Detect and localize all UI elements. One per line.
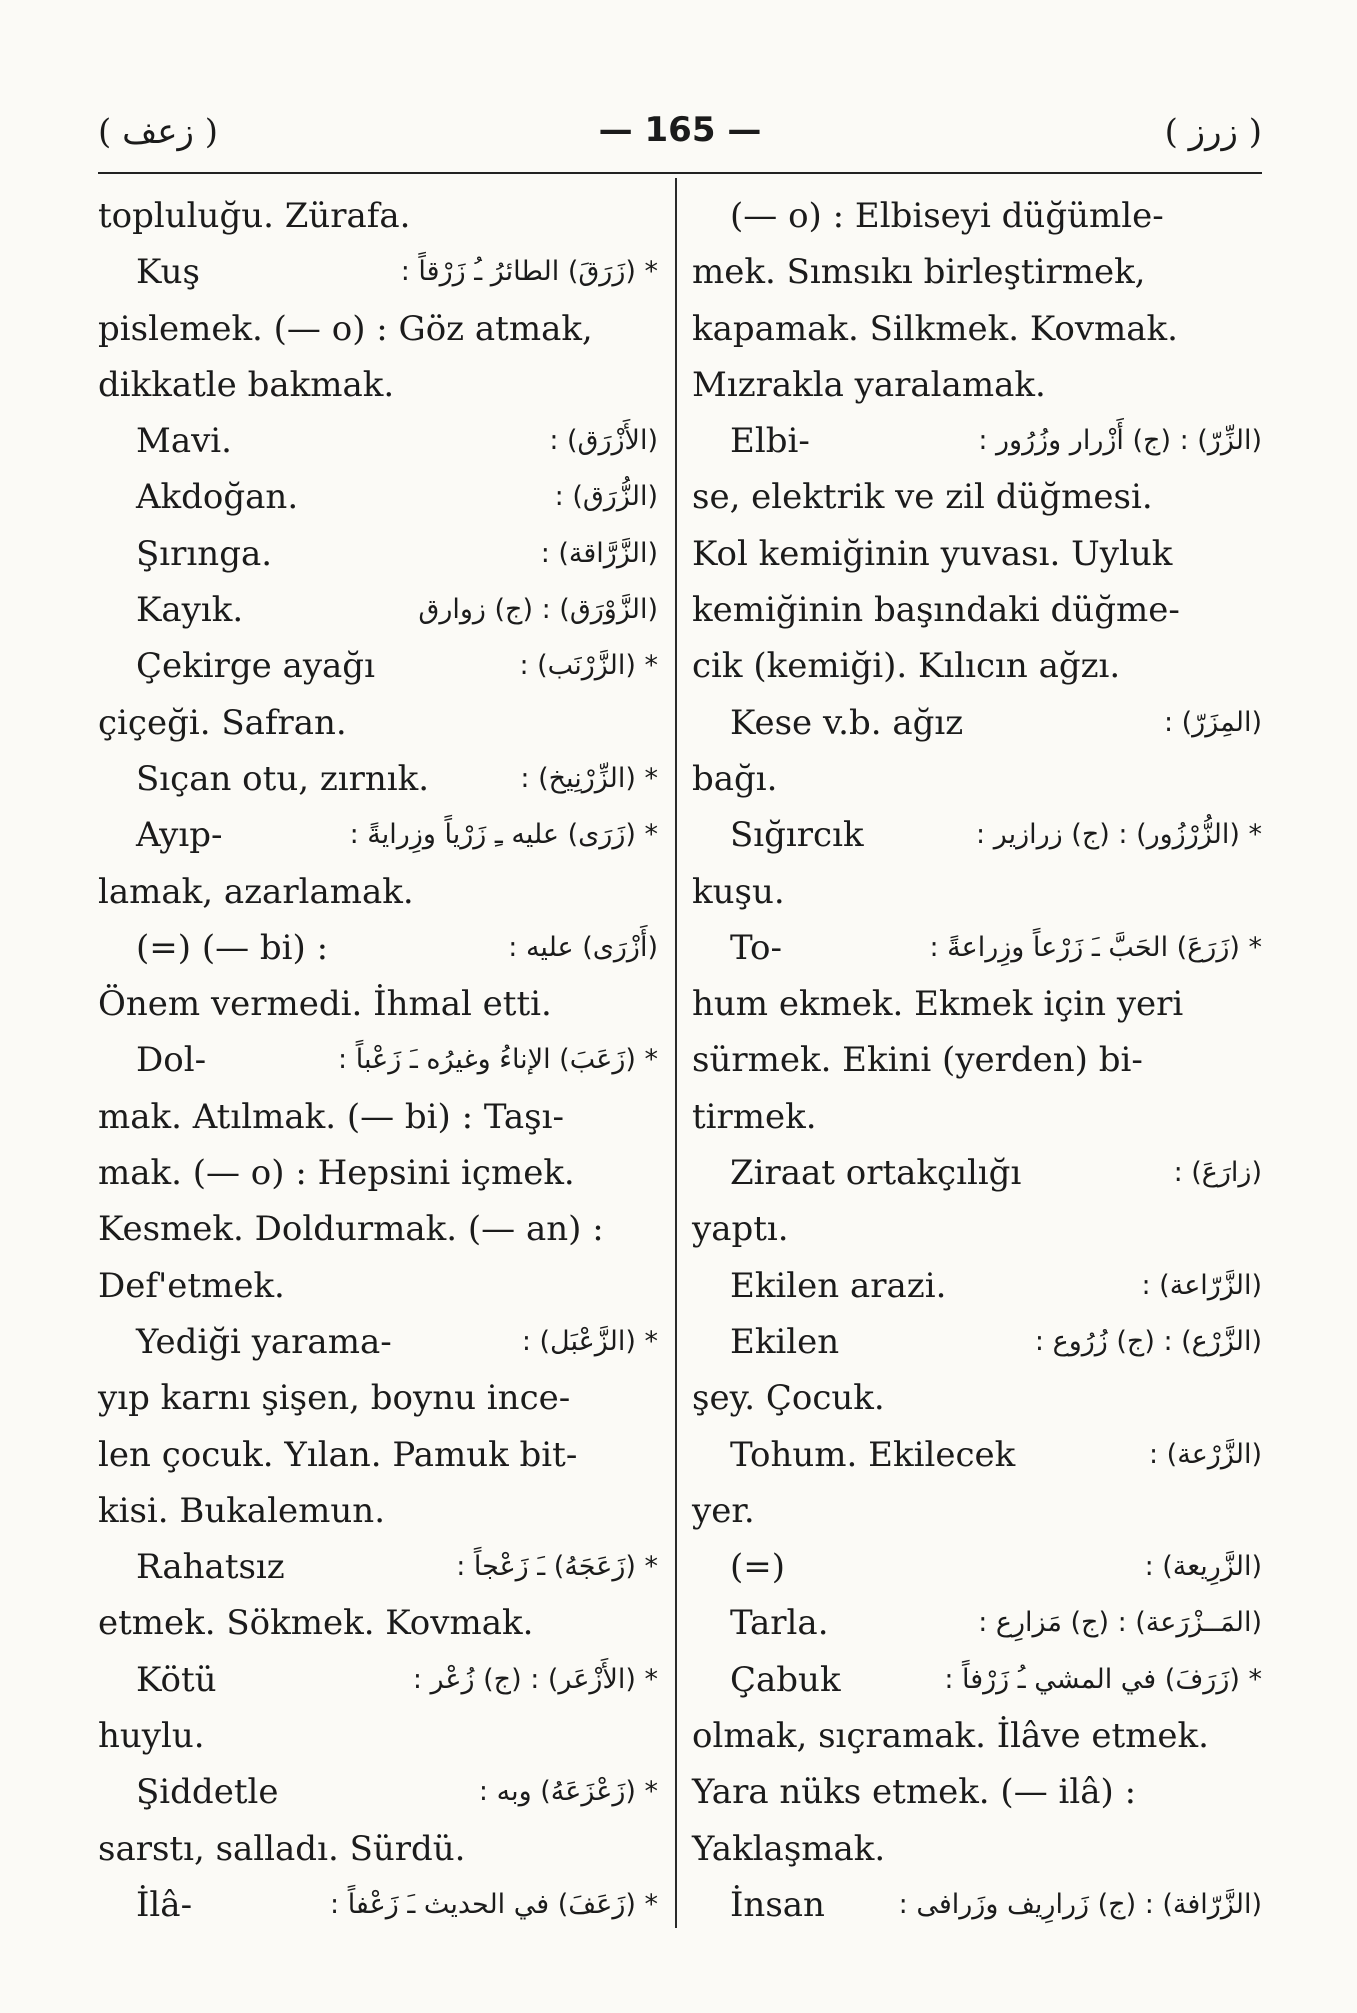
entry-line — [692, 188, 1262, 244]
turkish-text: Sığırcık — [730, 815, 864, 856]
entry-line — [692, 1652, 1262, 1708]
arabic-headword: (المِزَرّ) : — [1163, 706, 1262, 738]
turkish-text: Akdoğan. — [136, 477, 299, 518]
entry-line — [692, 1370, 1262, 1426]
turkish-text: Def'etmek. — [98, 1265, 285, 1306]
turkish-text: mak. Atılmak. (— bi) : Taşı- — [98, 1096, 564, 1137]
entry-line — [692, 1708, 1262, 1764]
turkish-text: Ekilen — [730, 1321, 840, 1362]
turkish-text: Rahatsız — [136, 1547, 285, 1588]
entry-line — [692, 1764, 1262, 1820]
entry-line — [692, 582, 1262, 638]
turkish-text: Kayık. — [136, 590, 244, 631]
turkish-text: (— o) : Elbiseyi düğümle- — [730, 196, 1164, 236]
turkish-text: Dol- — [136, 1040, 207, 1081]
turkish-text: Şiddetle — [136, 1772, 279, 1813]
header-root-left: ( زعف ) — [98, 112, 219, 152]
turkish-text: hum ekmek. Ekmek için yeri — [692, 984, 1184, 1025]
entry-line — [98, 1314, 658, 1370]
entry-line — [98, 1089, 658, 1145]
arabic-headword: (الزَّوْرَق) : (ج) زوارق — [418, 594, 658, 626]
turkish-text: huylu. — [98, 1716, 205, 1757]
turkish-text: se, elektrik ve zil düğmesi. — [692, 477, 1153, 518]
entry-line — [98, 357, 658, 413]
entry-line — [692, 1427, 1262, 1483]
arabic-headword: * (الأَزْعَر) : (ج) زُعْر : — [412, 1663, 658, 1695]
entry-line — [692, 526, 1262, 582]
turkish-text: yıp karnı şişen, boynu ince- — [98, 1378, 571, 1419]
arabic-headword: (الزَّرِيعة) : — [1144, 1551, 1262, 1583]
arabic-headword: * (زَرَعَ) الحَبَّ ـَ زَرْعاً وزِراعةً : — [929, 931, 1262, 963]
turkish-text: Tohum. Ekilecek — [730, 1434, 1016, 1475]
entry-line — [692, 1595, 1262, 1651]
entry-line — [98, 695, 658, 751]
entry-line — [692, 469, 1262, 525]
entry-line — [98, 301, 658, 357]
entry-line — [98, 244, 658, 300]
entry-line — [692, 244, 1262, 300]
turkish-text: kapamak. Silkmek. Kovmak. — [692, 308, 1178, 349]
entry-line — [98, 1032, 658, 1088]
arabic-headword: (الزُّرَق) : — [554, 481, 658, 513]
arabic-headword: * (الزِّرْنِيخ) : — [520, 762, 658, 794]
turkish-text: Kuş — [136, 252, 200, 293]
arabic-headword: (الزَّرْعة) : — [1149, 1438, 1262, 1470]
page-header — [98, 104, 1262, 160]
turkish-text: Çekirge ayağı — [136, 646, 375, 687]
turkish-text: topluluğu. Zürafa. — [98, 196, 411, 236]
entry-line — [98, 1708, 658, 1764]
arabic-headword: (الزَّرْع) : (ج) زُرُوع : — [1034, 1325, 1262, 1357]
entry-line — [98, 638, 658, 694]
turkish-text: Tarla. — [730, 1603, 829, 1644]
turkish-text: etmek. Sökmek. Kovmak. — [98, 1603, 534, 1644]
arabic-headword: (الأَزْرَق) : — [549, 425, 658, 457]
entry-line — [98, 1258, 658, 1314]
turkish-text: Önem vermedi. İhmal etti. — [98, 984, 552, 1025]
entry-line — [692, 1201, 1262, 1257]
entry-line — [692, 1539, 1262, 1595]
turkish-text: pislemek. (— o) : Göz atmak, — [98, 308, 593, 349]
arabic-headword: (أَزْرَى) عليه : — [508, 931, 658, 963]
arabic-headword: * (زَعْزَعَهُ) وبه : — [478, 1776, 658, 1808]
arabic-headword: (الزَّرّافة) : (ج) زَرارِيف وزَرافى : — [898, 1888, 1262, 1920]
turkish-text: Kötü — [136, 1659, 217, 1700]
turkish-text: kemiğinin başındaki düğme- — [692, 590, 1180, 631]
arabic-headword: * (الزَّرْنَب) : — [519, 650, 658, 682]
entry-line — [98, 1145, 658, 1201]
arabic-headword: (الزَّرّاعة) : — [1141, 1269, 1262, 1301]
arabic-headword: (الزِّرّ) : (ج) أَزْرار وزُرُور : — [978, 425, 1262, 457]
turkish-text: To- — [730, 927, 782, 968]
turkish-text: şey. Çocuk. — [692, 1378, 885, 1419]
entry-line — [98, 469, 658, 525]
arabic-headword: * (الزُّرْزُور) : (ج) زرازير : — [976, 819, 1262, 851]
entry-line — [98, 188, 658, 244]
entry-line — [98, 864, 658, 920]
turkish-text: mak. (— o) : Hepsini içmek. — [98, 1153, 575, 1194]
entry-line — [98, 582, 658, 638]
arabic-headword: * (زَعَجَهُ) ـَ زَعْجاً : — [456, 1551, 658, 1583]
entry-line — [692, 413, 1262, 469]
turkish-text: Yediği yarama- — [136, 1321, 392, 1362]
entry-line — [692, 695, 1262, 751]
entry-line — [692, 1821, 1262, 1877]
turkish-text: çiçeği. Safran. — [98, 702, 347, 743]
turkish-text: Yara nüks etmek. (— ilâ) : — [692, 1772, 1137, 1813]
entry-line — [98, 1764, 658, 1820]
turkish-text: İnsan — [730, 1884, 825, 1925]
header-rule — [98, 172, 1262, 174]
entry-line — [692, 976, 1262, 1032]
turkish-text: Kol kemiğinin yuvası. Uyluk — [692, 533, 1173, 574]
arabic-headword: * (زَعَبَ) الإناءُ وغيرُه ـَ زَعْباً : — [338, 1044, 658, 1076]
turkish-text: Sıçan otu, zırnık. — [136, 758, 430, 799]
arabic-headword: * (زَعَفَ) في الحديث ـَ زَعْفاً : — [330, 1888, 658, 1920]
entry-line — [98, 1539, 658, 1595]
turkish-text: yer. — [692, 1490, 755, 1531]
entry-line — [692, 864, 1262, 920]
turkish-text: Ziraat ortakçılığı — [730, 1153, 1022, 1194]
arabic-headword: * (زَرَفَ) في المشي ـُ زَرْفاً : — [944, 1663, 1262, 1695]
turkish-text: mek. Sımsıkı birleştirmek, — [692, 252, 1146, 293]
page-number: — 165 — — [598, 110, 762, 150]
entry-line — [692, 638, 1262, 694]
entry-line — [98, 413, 658, 469]
entry-line — [692, 357, 1262, 413]
entry-line — [692, 301, 1262, 357]
entry-line — [98, 1652, 658, 1708]
entry-line — [692, 751, 1262, 807]
arabic-headword: * (الزَّعْبَل) : — [521, 1325, 658, 1357]
turkish-text: İlâ- — [136, 1884, 193, 1925]
entry-line — [98, 526, 658, 582]
entry-line — [98, 1427, 658, 1483]
turkish-text: tirmek. — [692, 1096, 817, 1137]
entry-line — [98, 1483, 658, 1539]
turkish-text: Kese v.b. ağız — [730, 702, 964, 743]
entry-line — [692, 1483, 1262, 1539]
entry-line — [98, 1821, 658, 1877]
left-column — [98, 188, 658, 1933]
entry-line — [98, 920, 658, 976]
turkish-text: Ekilen arazi. — [730, 1265, 947, 1306]
entry-line — [98, 1877, 658, 1933]
header-root-right: ( زرز ) — [1164, 112, 1262, 152]
turkish-text: Şırınga. — [136, 533, 273, 574]
entry-line — [98, 1595, 658, 1651]
arabic-headword: (المَــزْرَعة) : (ج) مَزارِع : — [978, 1607, 1262, 1639]
entry-line — [692, 920, 1262, 976]
entry-line — [692, 1145, 1262, 1201]
turkish-text: kisi. Bukalemun. — [98, 1490, 386, 1531]
turkish-text: Mavi. — [136, 421, 232, 462]
entry-line — [98, 751, 658, 807]
turkish-text: sarstı, salladı. Sürdü. — [98, 1828, 466, 1869]
entry-line — [98, 976, 658, 1032]
arabic-headword: * (زَرَى) عليه ـِ زَرْياً وزِرايةً : — [349, 819, 658, 851]
turkish-text: bağı. — [692, 758, 778, 799]
arabic-headword: (زارَعَ) : — [1173, 1157, 1262, 1189]
entry-line — [692, 1089, 1262, 1145]
arabic-headword: * (زَرَقَ) الطائرُ ـُ زَرْقاً : — [400, 256, 658, 288]
turkish-text: (=) (— bi) : — [136, 927, 329, 968]
turkish-text: Çabuk — [730, 1659, 841, 1700]
entry-line — [692, 1877, 1262, 1933]
turkish-text: Ayıp- — [136, 815, 223, 856]
turkish-text: Mızrakla yaralamak. — [692, 364, 1046, 405]
turkish-text: Elbi- — [730, 421, 810, 462]
entry-line — [98, 1370, 658, 1426]
entry-line — [692, 1032, 1262, 1088]
turkish-text: kuşu. — [692, 871, 785, 912]
right-column — [692, 188, 1262, 1933]
column-divider — [675, 178, 677, 1928]
turkish-text: sürmek. Ekini (yerden) bi- — [692, 1040, 1143, 1081]
arabic-headword: (الزَّرَّاقة) : — [540, 537, 658, 569]
turkish-text: lamak, azarlamak. — [98, 871, 414, 912]
turkish-text: yaptı. — [692, 1209, 789, 1250]
turkish-text: cik (kemiği). Kılıcın ağzı. — [692, 646, 1121, 687]
turkish-text: olmak, sıçramak. İlâve etmek. — [692, 1716, 1209, 1757]
entry-line — [692, 807, 1262, 863]
turkish-text: Yaklaşmak. — [692, 1828, 886, 1869]
entry-line — [692, 1258, 1262, 1314]
entry-line — [98, 807, 658, 863]
turkish-text: len çocuk. Yılan. Pamuk bit- — [98, 1434, 578, 1475]
turkish-text: Kesmek. Doldurmak. (— an) : — [98, 1209, 604, 1250]
entry-line — [98, 1201, 658, 1257]
entry-line — [692, 1314, 1262, 1370]
turkish-text: (=) — [730, 1547, 786, 1588]
turkish-text: dikkatle bakmak. — [98, 364, 395, 405]
